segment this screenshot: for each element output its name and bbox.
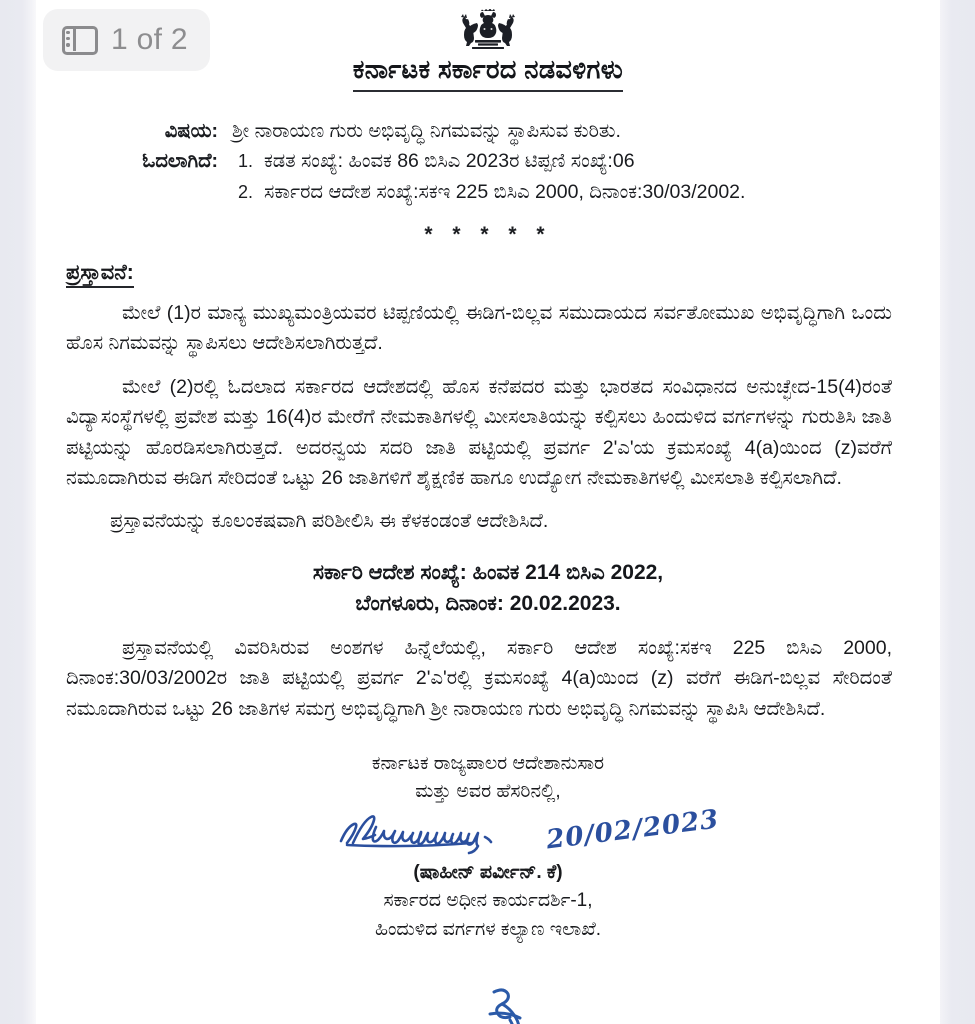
reference-list	[232, 147, 882, 208]
asterisk-separator: * * * * *	[424, 222, 552, 246]
order-place-date-line: ಬೆಂಗಳೂರು, ದಿನಾಂಕ: 20.02.2023.	[355, 592, 621, 616]
reference-label: ಓದಲಾಗಿದೆ:	[142, 149, 218, 172]
document-meta-block	[36, 117, 940, 210]
reference-row	[36, 147, 882, 210]
order-number-block	[36, 557, 940, 620]
preamble-body	[36, 298, 940, 537]
page-indicator-badge[interactable]	[43, 9, 210, 71]
subject-text: ಶ್ರೀ ನಾರಾಯಣ ಗುರು ಅಭಿವೃದ್ಧಿ ನಿಗಮವನ್ನು ಸ್ಥಾಪಿಸುವ ಕುರಿತು.	[232, 120, 621, 142]
authority-line: ಮತ್ತು ಅವರ ಹೆಸರಿನಲ್ಲಿ,	[415, 781, 561, 803]
signatory-name: (ಷಾಹೀನ್ ಪರ್ವೀನ್. ಕೆ)	[413, 861, 563, 883]
signature-row	[36, 804, 940, 859]
reference-body	[232, 147, 882, 210]
handwritten-date: 20/02/2023	[544, 804, 721, 856]
page-indicator-label: 1 of 2	[111, 23, 188, 56]
subject-label: ವಿಷಯ:	[164, 120, 218, 142]
karnataka-state-emblem-icon	[457, 9, 519, 55]
signatory-designation: ಸರ್ಕಾರದ ಅಧೀನ ಕಾರ್ಯದರ್ಶಿ-1,	[383, 890, 593, 912]
government-order-document	[36, 0, 940, 944]
preamble-paragraph: ಮೇಲೆ (2)ರಲ್ಲಿ ಓದಲಾದ ಸರ್ಕಾರದ ಆದೇಶದಲ್ಲಿ ಹೊಸ ಕನೆಪದರ ಮತ್ತು ಭಾರತದ ಸಂವಿಧಾನದ ಅನುಚ್ಛೇದ-15(4)ರಂತೆ ವಿದ್ಯಾಸಂಸ್ಥೆಗಳಲ್ಲಿ ಪ್ರವೇಶ ಮತ್ತು 16(4)ರ ಮೇರೆಗೆ ನೇಮಕಾತಿಗಳಲ್ಲಿ ಮೀಸಲಾತಿಯನ್ನು ಕಲ್ಪಿಸಲು ಹಿಂದುಳಿದ ವರ್ಗಗಳನ್ನು ಗುರುತಿಸಿ ಜಾತಿ ಪಟ್ಟಿಯನ್ನು ಹೊರಡಿಸಲಾಗಿರುತ್ತದೆ. ಅದರನ್ವಯ ಸದರಿ ಜಾತಿ ಪಟ್ಟಿಯಲ್ಲಿ ಪ್ರವರ್ಗ 2'ಎ'ಯ ಕ್ರಮಸಂಖ್ಯೆ 4(a)ಯಿಂದ (z)ವರೆಗೆ ನಮೂದಾಗಿರುವ ಈಡಿಗ ಸೇರಿದಂತೆ ಒಟ್ಟು 26 ಜಾತಿಗಳಿಗೆ ಶೈಕ್ಷಣಿಕ ಹಾಗೂ ಉದ್ಯೋಗ ನೇಮಕಾತಿಗಳಲ್ಲಿ ಮೀಸಲಾತಿ ಕಲ್ಪಿಸಲಾಗಿದೆ.	[66, 375, 892, 489]
preamble-paragraph: ಪ್ರಸ್ತಾವನೆಯನ್ನು ಕೂಲಂಕಷವಾಗಿ ಪರಿಶೀಲಿಸಿ ಈ ಕೆಳಕಂಡಂತೆ ಆದೇಶಿಸಿದೆ.	[110, 510, 549, 533]
order-number-line: ಸರ್ಕಾರಿ ಆದೇಶ ಸಂಖ್ಯೆ: ಹಿಂವಕ 214 ಬಿಸಿಎ 2022,	[312, 560, 664, 584]
reference-item: 1. ಕಡತ ಸಂಖ್ಯೆ: ಹಿಂವಕ 86 ಬಿಸಿಎ 2023ರ ಟಿಪ್ಪಣಿ ಸಂಖ್ಯೆ:06	[258, 147, 882, 177]
authority-line: ಕರ್ನಾಟಕ ರಾಜ್ಯಪಾಲರ ಆದೇಶಾನುಸಾರ	[371, 752, 605, 774]
preamble-heading-text: ಪ್ರಸ್ತಾವನೆ:	[66, 261, 134, 288]
signature-block	[36, 750, 940, 945]
subject-body	[232, 117, 882, 147]
signatory-department: ಹಿಂದುಳಿದ ವರ್ಗಗಳ ಕಲ್ಯಾಣ ಇಲಾಖೆ.	[374, 918, 602, 940]
order-body-paragraph: ಪ್ರಸ್ತಾವನೆಯಲ್ಲಿ ವಿವರಿಸಿರುವ ಅಂಶಗಳ ಹಿನ್ನೆಲೆಯಲ್ಲಿ, ಸರ್ಕಾರಿ ಆದೇಶ ಸಂಖ್ಯೆ:ಸಕಇ 225 ಬಿಸಿಎ 2000, ದಿನಾಂಕ:30/03/2002ರ ಜಾತಿ ಪಟ್ಟಿಯಲ್ಲಿ ಪ್ರವರ್ಗ 2'ಎ'ರಲ್ಲಿ ಕ್ರಮಸಂಖ್ಯೆ 4(a)ಯಿಂದ (z) ವರೆಗೆ ಈಡಿಗ-ಬಿಲ್ಲವ ಸೇರಿದಂತೆ ನಮೂದಾಗಿರುವ ಒಟ್ಟು 26 ಜಾತಿಗಳ ಸಮಗ್ರ ಅಭಿವೃದ್ಧಿಗಾಗಿ ಶ್ರೀ ನಾರಾಯಣ ಗುರು ಅಭಿವೃದ್ಧಿ ನಿಗಮವನ್ನು ಸ್ಥಾಪಿಸಿ ಆದೇಶಿಸಿದೆ.	[66, 636, 892, 720]
document-page	[36, 0, 940, 1024]
carousel-pages-icon	[62, 26, 98, 55]
subject-row	[36, 117, 882, 147]
document-title-text: ಕರ್ನಾಟಕ ಸರ್ಕಾರದ ನಡವಳಿಗಳು	[353, 56, 623, 92]
preamble-heading	[36, 261, 940, 285]
bottom-ink-initial	[480, 986, 550, 1024]
preamble-paragraph: ಮೇಲೆ (1)ರ ಮಾನ್ಯ ಮುಖ್ಯಮಂತ್ರಿಯವರ ಟಿಪ್ಪಣಿಯಲ್ಲಿ ಈಡಿಗ-ಬಿಲ್ಲವ ಸಮುದಾಯದ ಸರ್ವತೋಮುಖ ಅಭಿವೃದ್ಧಿಗಾಗಿ ಒಂದು ಹೊಸ ನಿಗಮವನ್ನು ಸ್ಥಾಪಿಸಲು ಆದೇಶಿಸಲಾಗಿರುತ್ತದೆ.	[66, 301, 892, 355]
order-body	[36, 633, 940, 724]
reference-item: 2. ಸರ್ಕಾರದ ಆದೇಶ ಸಂಖ್ಯೆ:ಸಕಇ 225 ಬಿಸಿಎ 2000, ದಿನಾಂಕ:30/03/2002.	[258, 178, 882, 208]
